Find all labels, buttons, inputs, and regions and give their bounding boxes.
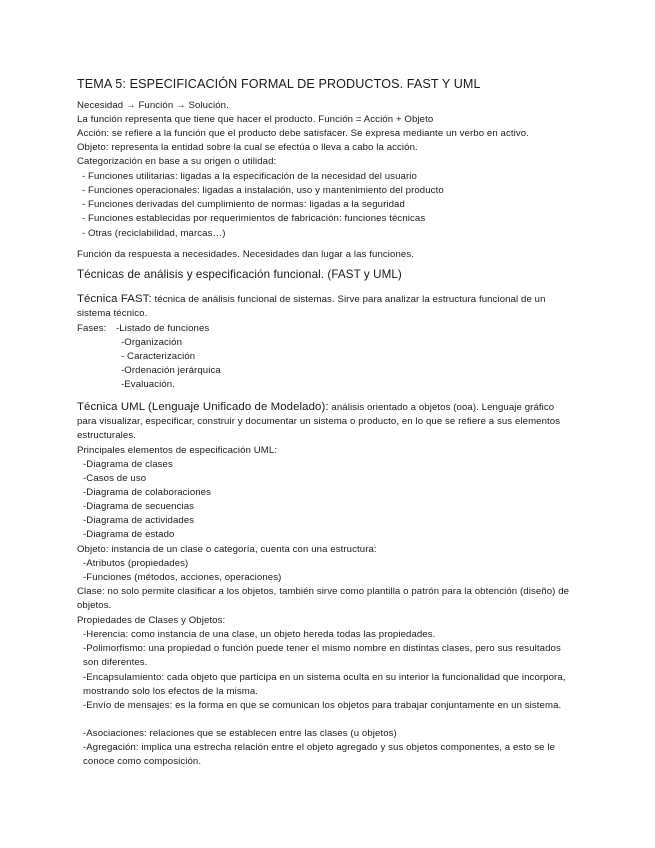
- property-text: -Polimorfismo: una propiedad o función puede tener el mismo nombre en distintas clases, pero sus resultados son diferentes.: [83, 643, 561, 669]
- category-item: - Funciones operacionales: ligadas a instalación, uso y mantenimiento del producto: [82, 185, 444, 196]
- intro-line: Necesidad → Función → Solución.: [77, 100, 229, 111]
- object-item: -Atributos (propiedades): [83, 558, 189, 569]
- uml-element-item: -Diagrama de actividades: [83, 515, 195, 526]
- uml-paragraph: [77, 400, 573, 444]
- fast-label: Técnica FAST:: [77, 293, 152, 305]
- class-definition: Clase: no solo permite clasificar a los objetos, también sirve como plantilla o patrón para la obtención (diseño) de objetos.: [77, 586, 570, 612]
- intro-line: Acción: se refiere a la función que el producto debe satisfacer. Se expresa mediante un verbo en activo.: [77, 128, 529, 139]
- phases-label: Fases:: [77, 323, 107, 334]
- object-item: -Funciones (métodos, acciones, operaciones): [83, 572, 282, 583]
- phase-item: -Organización: [121, 337, 183, 348]
- uml-element-item: -Diagrama de estado: [83, 529, 175, 540]
- property-item: [83, 642, 573, 670]
- phase-item: - Caracterización: [121, 351, 196, 362]
- category-item: - Funciones derivadas del cumplimiento de normas: ligadas a la seguridad: [82, 199, 405, 210]
- category-item: - Otras (reciclabilidad, marcas…): [82, 228, 226, 239]
- fast-text: técnica de análisis funcional de sistemas. Sirve para analizar la estructura funcional de un sistema técnico.: [77, 294, 546, 320]
- section-heading: Técnicas de análisis y especificación funcional. (FAST y UML): [77, 268, 402, 281]
- uml-element-item: -Diagrama de clases: [83, 459, 173, 470]
- property-text: -Encapsulamiento: cada objeto que participa en un sistema oculta en su interior la funcionalidad que incorpora, mostrando solo los efectos de la misma.: [83, 672, 566, 698]
- uml-elements-intro: Principales elementos de especificación UML:: [77, 445, 278, 456]
- phase-item: -Listado de funciones: [116, 323, 210, 334]
- property-item: [83, 671, 573, 699]
- uml-element-item: -Diagrama de secuencias: [83, 501, 195, 512]
- uml-label: Técnica UML (Lenguaje Unificado de Modelado):: [77, 401, 329, 413]
- properties-intro: Propiedades de Clases y Objetos:: [77, 615, 226, 626]
- function-note: Función da respuesta a necesidades. Necesidades dan lugar a las funciones.: [77, 249, 414, 260]
- document-title: TEMA 5: ESPECIFICACIÓN FORMAL DE PRODUCTOS. FAST Y UML: [77, 77, 481, 91]
- category-item: - Funciones utilitarias: ligadas a la especificación de la necesidad del usuario: [82, 171, 417, 182]
- uml-element-item: -Casos de uso: [83, 473, 147, 484]
- uml-element-item: -Diagrama de colaboraciones: [83, 487, 212, 498]
- property-text: -Agregación: implica una estrecha relación entre el objeto agregado y sus objetos componentes, a esto se le conoce como composición.: [83, 742, 556, 768]
- intro-line: La función representa que tiene que hacer el producto. Función = Acción + Objeto: [77, 114, 434, 125]
- uml-text: análisis orientado a objetos (ooa). Lenguaje gráfico para visualizar, especificar, construir y documentar un sistema o producto, en lo que se refiere a sus elementos estructurales.: [77, 402, 561, 442]
- property-item: -Asociaciones: relaciones que se establecen entre las clases (u objetos): [83, 728, 397, 739]
- intro-line: Objeto: representa la entidad sobre la cual se efectúa o lleva a cabo la acción.: [77, 142, 418, 153]
- property-item: [83, 741, 573, 769]
- property-text: -Envío de mensajes: es la forma en que se comunican los objetos para trabajar conjuntamente en un sistema.: [83, 700, 562, 711]
- property-item: [83, 699, 573, 713]
- intro-line: Categorización en base a su origen o utilidad:: [77, 156, 277, 167]
- fast-paragraph: [77, 292, 573, 321]
- category-item: - Funciones establecidas por requerimientos de fabricación: funciones técnicas: [82, 213, 426, 224]
- property-item: -Herencia: como instancia de una clase, un objeto hereda todas las propiedades.: [83, 629, 436, 640]
- phase-item: -Evaluación.: [121, 379, 175, 390]
- object-definition: Objeto: instancia de un clase o categoría, cuenta con una estructura:: [77, 544, 377, 555]
- phase-item: -Ordenación jerárquica: [121, 365, 221, 376]
